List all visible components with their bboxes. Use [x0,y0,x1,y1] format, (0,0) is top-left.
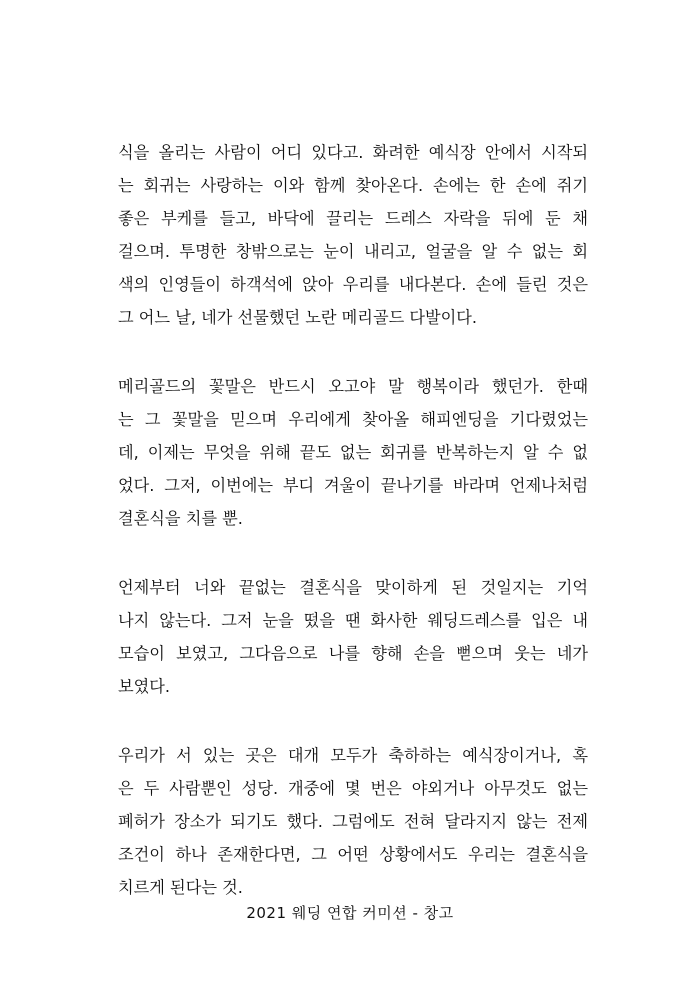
page-footer: 2021 웨딩 연합 커미션 - 창고 [246,904,454,922]
paragraph-3 [118,571,588,703]
paragraph-4 [118,739,588,904]
text-line: 좋은 부케를 들고, 바닥에 끌리는 드레스 자락을 뒤에 둔 채 [118,209,588,228]
text-line: 모습이 보였고, 그다음으로 나를 향해 손을 뻗으며 웃는 네가 [118,644,588,663]
text-line: 는 회귀는 사랑하는 이와 함께 찾아온다. 손에는 한 손에 쥐기 [118,176,588,195]
paragraph-2 [118,370,588,535]
text-line: 그 어느 날, 네가 선물했던 노란 메리골드 다발이다. [118,308,478,327]
text-line: 폐허가 장소가 되기도 했다. 그럼에도 전혀 달라지지 않는 전제 [118,812,588,831]
text-line: 우리가 서 있는 곳은 대개 모두가 축하하는 예식장이거나, 혹 [118,746,588,765]
text-line: 식을 올리는 사람이 어디 있다고. 화려한 예식장 안에서 시작되 [118,143,588,162]
text-line: 조건이 하나 존재한다면, 그 어떤 상황에서도 우리는 결혼식을 [118,845,588,864]
text-line: 걸으며. 투명한 창밖으로는 눈이 내리고, 얼굴을 알 수 없는 회 [118,242,588,261]
text-line: 었다. 그저, 이번에는 부디 겨울이 끝나기를 바라며 언제나처럼 [118,476,588,495]
text-line: 결혼식을 치를 뿐. [118,509,243,528]
text-line: 색의 인영들이 하객석에 앉아 우리를 내다본다. 손에 들린 것은 [118,275,588,294]
text-line: 데, 이제는 무엇을 위해 끝도 없는 회귀를 반복하는지 알 수 없 [118,443,588,462]
paragraph-1 [118,136,588,334]
text-line: 메리골드의 꽃말은 반드시 오고야 말 행복이라 했던가. 한때 [118,377,588,396]
text-line: 는 그 꽃말을 믿으며 우리에게 찾아올 해피엔딩을 기다렸었는 [118,410,588,429]
text-line: 나지 않는다. 그저 눈을 떴을 땐 화사한 웨딩드레스를 입은 내 [118,611,588,630]
text-line: 은 두 사람뿐인 성당. 개중에 몇 번은 야외거나 아무것도 없는 [118,779,588,798]
text-line: 보였다. [118,677,171,696]
text-line: 언제부터 너와 끝없는 결혼식을 맞이하게 된 것일지는 기억 [118,578,588,597]
body-text [118,136,588,940]
text-line: 치르게 된다는 것. [118,878,243,897]
